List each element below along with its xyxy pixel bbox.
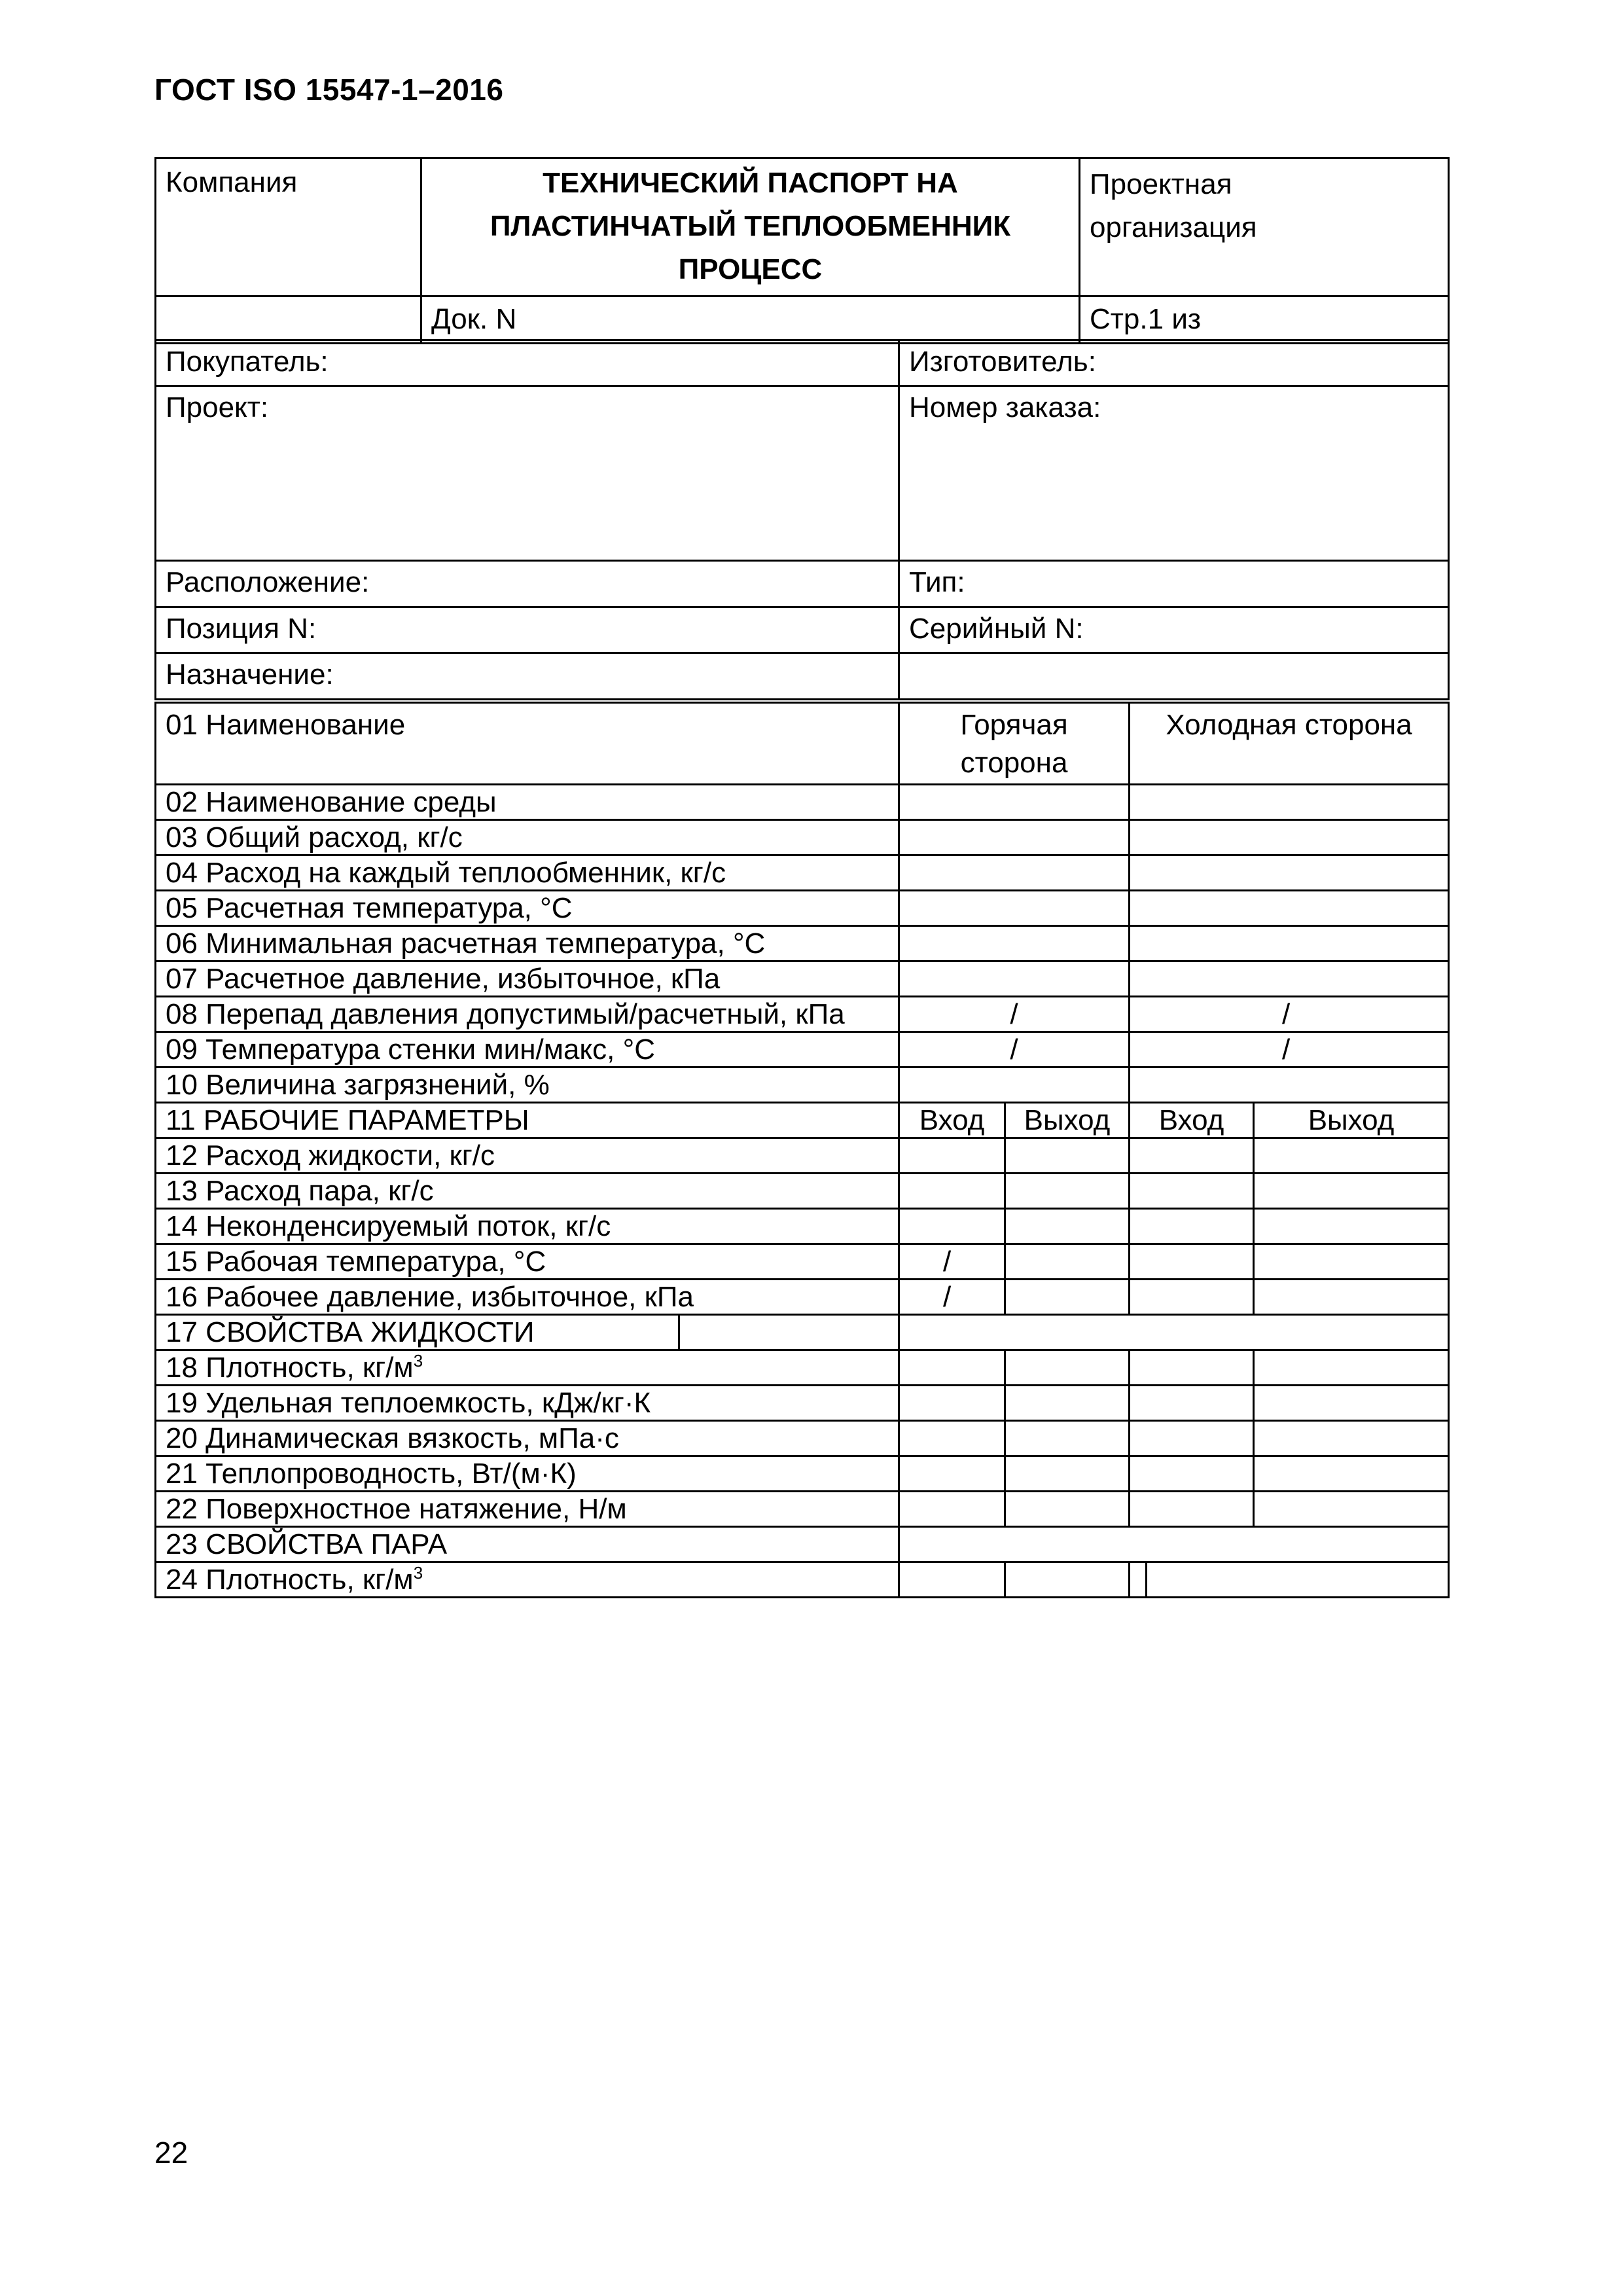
hot-side-slash: / — [899, 1032, 1130, 1067]
document-code: ГОСТ ISO 15547-1–2016 — [154, 73, 504, 107]
value-cell — [1254, 1174, 1449, 1209]
hot-side-cell — [899, 1067, 1130, 1103]
section-label: 17 СВОЙСТВА ЖИДКОСТИ — [156, 1315, 679, 1350]
row-label: 18 Плотность, $кг/м^3$ — [156, 1350, 899, 1386]
hot-side-cell — [899, 855, 1130, 891]
cold-side-slash: / — [1130, 997, 1449, 1032]
cold-side-cell — [1130, 855, 1449, 891]
blank-cell — [899, 1315, 1449, 1350]
value-cell — [1130, 1421, 1254, 1456]
type-cell: Тип: — [899, 561, 1449, 607]
value-cell — [899, 1492, 1005, 1527]
design-organization-cell: Проектная организация — [1080, 158, 1449, 296]
cold-inlet-header: Вход — [1130, 1103, 1254, 1138]
row-label: 15 Рабочая температура, °С — [156, 1244, 899, 1280]
cold-side-header: Холодная сторона — [1130, 703, 1449, 785]
process-data-table — [154, 702, 1450, 1598]
value-cell — [1130, 1562, 1147, 1598]
hot-outlet-header: Выход — [1005, 1103, 1130, 1138]
value-cell — [1130, 1174, 1254, 1209]
value-cell — [1005, 1350, 1130, 1386]
purpose-cell: Назначение: — [156, 653, 899, 699]
value-cell — [1254, 1421, 1449, 1456]
hot-side-cell — [899, 891, 1130, 926]
row-label: 21 Теплопроводность, Вт/(м·К) — [156, 1456, 899, 1492]
hot-side-cell — [899, 785, 1130, 820]
row-label: 05 Расчетная температура, °С — [156, 891, 899, 926]
hot-side-cell — [899, 961, 1130, 997]
cold-side-cell — [1130, 891, 1449, 926]
value-cell — [1130, 1492, 1254, 1527]
value-cell — [1254, 1138, 1449, 1174]
value-cell — [1005, 1492, 1130, 1527]
value-cell — [1130, 1138, 1254, 1174]
value-cell — [1005, 1421, 1130, 1456]
value-cell — [899, 1138, 1005, 1174]
blank-cell — [156, 296, 421, 344]
row-label: 04 Расход на каждый теплообменник, кг/с — [156, 855, 899, 891]
value-cell — [899, 1209, 1005, 1244]
row-label: 24 Плотность, $кг/м^3$ — [156, 1562, 899, 1598]
cold-side-cell — [1130, 1067, 1449, 1103]
value-cell — [1005, 1456, 1130, 1492]
value-cell — [1005, 1386, 1130, 1421]
value-cell — [1130, 1456, 1254, 1492]
row-label: 16 Рабочее давление, избыточное, кПа — [156, 1280, 899, 1315]
doc-number-cell: Док. N — [421, 296, 1080, 344]
row-label: 08 Перепад давления допустимый/расчетный, кПа — [156, 997, 899, 1032]
value-slash: / — [899, 1244, 1005, 1280]
row-label: 13 Расход пара, кг/с — [156, 1174, 899, 1209]
row-label: 02 Наименование среды — [156, 785, 899, 820]
value-cell — [1254, 1456, 1449, 1492]
row-label: 09 Температура стенки мин/макс, °С — [156, 1032, 899, 1067]
item-number-cell: Позиция N: — [156, 607, 899, 653]
value-slash: / — [899, 1280, 1005, 1315]
value-cell — [1005, 1138, 1130, 1174]
project-cell: Проект: — [156, 386, 899, 561]
value-cell — [1147, 1562, 1449, 1598]
row-label: 14 Неконденсируемый поток, кг/с — [156, 1209, 899, 1244]
value-cell — [899, 1350, 1005, 1386]
blank-cell — [679, 1315, 899, 1350]
value-cell — [899, 1386, 1005, 1421]
cold-side-cell — [1130, 785, 1449, 820]
blank-cell — [899, 653, 1449, 699]
value-cell — [1005, 1280, 1130, 1315]
value-cell — [1254, 1492, 1449, 1527]
value-cell — [899, 1456, 1005, 1492]
blank-cell — [899, 1527, 1449, 1562]
value-cell — [899, 1421, 1005, 1456]
section-label: 23 СВОЙСТВА ПАРА — [156, 1527, 899, 1562]
project-info-table — [154, 339, 1450, 700]
cold-side-cell — [1130, 961, 1449, 997]
value-cell — [1254, 1280, 1449, 1315]
order-number-cell: Номер заказа: — [899, 386, 1449, 561]
section-label: 11 РАБОЧИЕ ПАРАМЕТРЫ — [156, 1103, 899, 1138]
row-label: 06 Минимальная расчетная температура, °С — [156, 926, 899, 961]
value-cell — [1130, 1244, 1254, 1280]
value-cell — [1005, 1209, 1130, 1244]
value-cell — [1130, 1386, 1254, 1421]
row-label: 22 Поверхностное натяжение, Н/м — [156, 1492, 899, 1527]
row-label: 10 Величина загрязнений, % — [156, 1067, 899, 1103]
value-cell — [1130, 1350, 1254, 1386]
row-label: 20 Динамическая вязкость, мПа·с — [156, 1421, 899, 1456]
hot-side-cell — [899, 820, 1130, 855]
hot-side-cell — [899, 926, 1130, 961]
manufacturer-cell: Изготовитель: — [899, 340, 1449, 386]
value-cell — [1254, 1244, 1449, 1280]
value-cell — [1005, 1174, 1130, 1209]
cold-outlet-header: Выход — [1254, 1103, 1449, 1138]
value-cell — [899, 1174, 1005, 1209]
value-cell — [1130, 1209, 1254, 1244]
cold-side-cell — [1130, 820, 1449, 855]
location-cell: Расположение: — [156, 561, 899, 607]
value-cell — [1254, 1386, 1449, 1421]
value-cell — [1130, 1280, 1254, 1315]
value-cell — [1254, 1209, 1449, 1244]
row-label: 07 Расчетное давление, избыточное, кПа — [156, 961, 899, 997]
hot-inlet-header: Вход — [899, 1103, 1005, 1138]
value-cell — [1254, 1350, 1449, 1386]
cold-side-slash: / — [1130, 1032, 1449, 1067]
buyer-cell: Покупатель: — [156, 340, 899, 386]
row-label: 19 Удельная теплоемкость, кДж/кг·К — [156, 1386, 899, 1421]
row-label: 03 Общий расход, кг/с — [156, 820, 899, 855]
company-cell: Компания — [156, 158, 421, 296]
datasheet-header-table — [154, 157, 1450, 344]
hot-side-header: Горячая сторона — [899, 703, 1130, 785]
cold-side-cell — [1130, 926, 1449, 961]
datasheet-title: ТЕХНИЧЕСКИЙ ПАСПОРТ НА ПЛАСТИНЧАТЫЙ ТЕПЛООБМЕННИК ПРОЦЕСС — [421, 158, 1080, 296]
sheet-number-cell: Стр.1 из — [1080, 296, 1449, 344]
value-cell — [1005, 1244, 1130, 1280]
value-cell — [899, 1562, 1005, 1598]
hot-side-slash: / — [899, 997, 1130, 1032]
row-label: 12 Расход жидкости, кг/с — [156, 1138, 899, 1174]
serial-number-cell: Серийный N: — [899, 607, 1449, 653]
row-label: 01 Наименование — [156, 703, 899, 785]
value-cell — [1005, 1562, 1130, 1598]
page-number: 22 — [154, 2136, 188, 2170]
